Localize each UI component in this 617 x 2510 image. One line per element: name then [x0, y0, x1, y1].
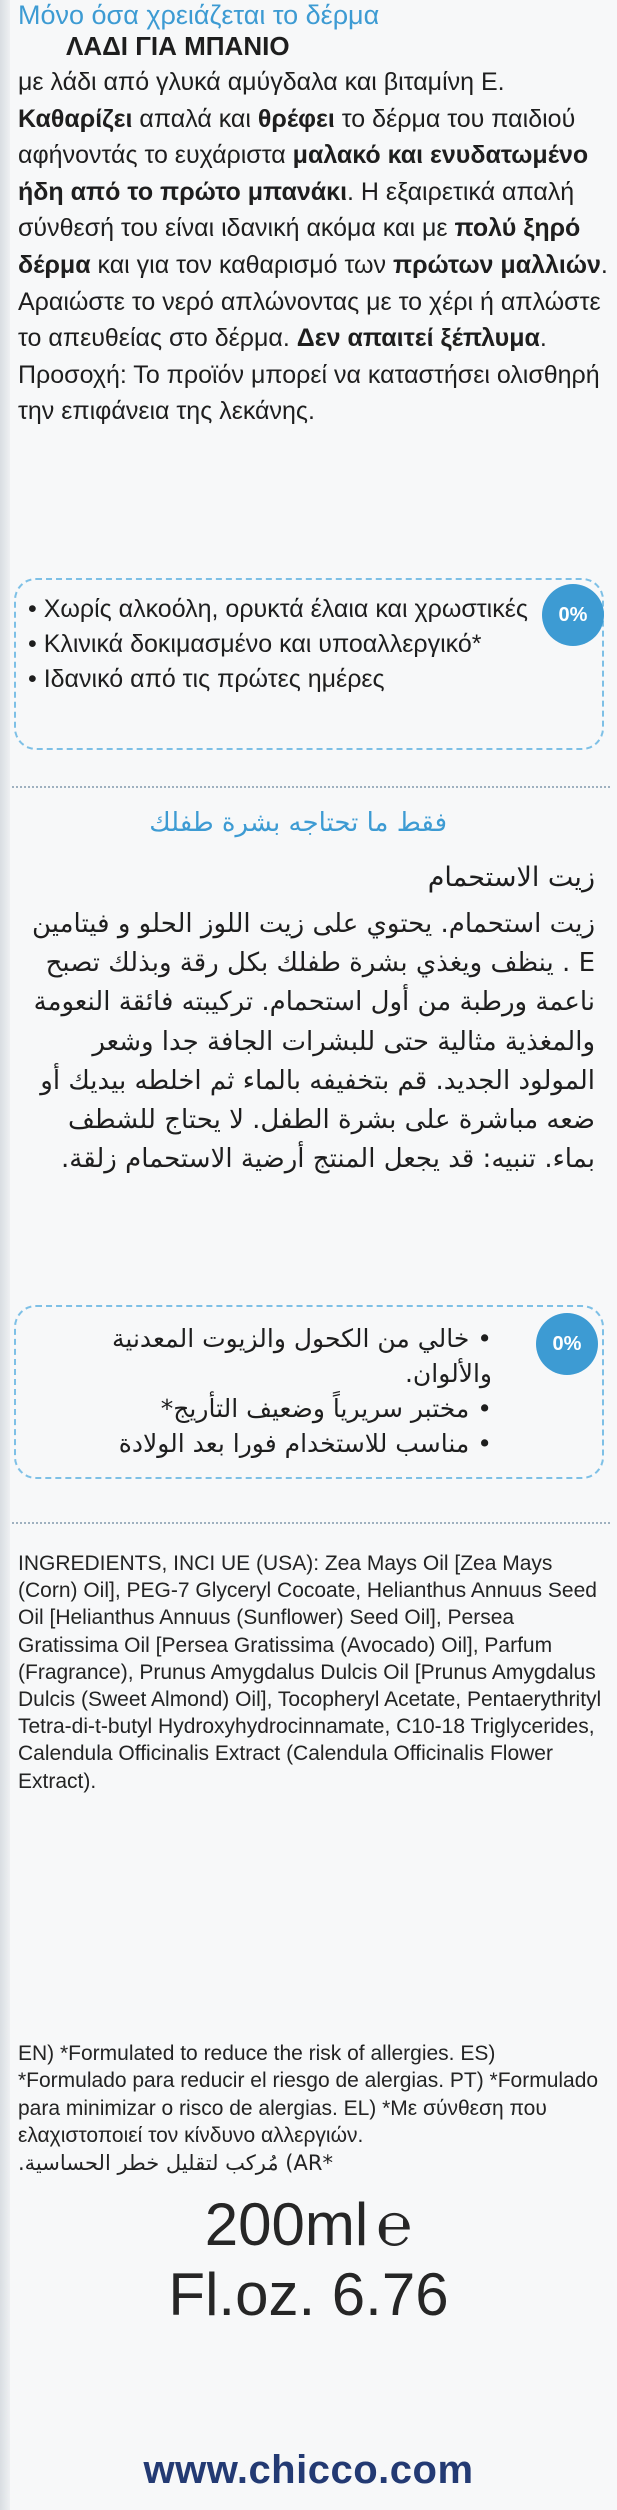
zero-percent-badge: 0%	[536, 1313, 598, 1375]
product-title-arabic: زيت الاستحمام	[427, 862, 595, 893]
claim-item: • Χωρίς αλκοόλη, ορυκτά έλαια και χρωστικές	[28, 595, 528, 623]
description-greek-run: το δέρμα του παιδιού αφήνοντάς το ευχάριστα	[18, 104, 576, 170]
claim-item: • مختبر سريرياً وضعيف التأريج*	[160, 1394, 492, 1423]
description-greek	[14, 64, 608, 430]
ingredients-list: INGREDIENTS, INCI UE (USA): Zea Mays Oil [Zea Mays (Corn) Oil], PEG-7 Glyceryl Cocoate, Helianthus Annuus Seed Oil [Helianthus Annuus (Sunflower) Seed Oil], Persea Gratissima Oil [Persea Gratissima (Avocado) Oil], Parfum (Fragrance), Prunus Amygdalus Dulcis Oil [Prunus Amygdalus Dulcis (Sweet Almond) Oil], Tocopheryl Acetate, Pentaerythrityl Tetra-di-t-butyl Hydroxyhydrocinnamate, C10-18 Triglycerides, Calendula Officinalis Extract (Calendula Officinalis Flower Extract).	[18, 1552, 602, 1793]
volume-ml	[0, 2190, 617, 2260]
zero-percent-badge: 0%	[542, 584, 604, 646]
description-arabic-text: زيت استحمام. يحتوي على زيت اللوز الحلو و فيتامين E . ينظف ويغذي بشرة طفلك بكل رقة وبذلك تصبح ناعمة ورطبة من أول استحمام. تركيبته فائقة النعومة والمغذية مثالية حتى للبشرات الجافة جدا وشعر المولود الجديد. قم بتخفيفه بالماء ثم اخلطه بيديك أو ضعه مباشرة على بشرة الطفل. لا يحتاج للشطف بماء.	[31, 909, 595, 1175]
packaging-edge	[0, 0, 10, 2510]
description-greek-run: απαλά και	[132, 104, 258, 133]
tagline-arabic: فقط ما تحتاجه بشرة طفلك	[149, 808, 447, 838]
description-greek-run: με λάδι από γλυκά αμύγδαλα και βιταμίνη Ε.	[18, 68, 505, 96]
description-greek-run: θρέφει	[257, 104, 335, 133]
claim-item: • خالي من الكحول والزيوت المعدنية والألوان.	[112, 1324, 492, 1388]
tagline-greek: Μόνο όσα χρειάζεται το δέρμα	[18, 0, 380, 30]
allergy-note-arabic: *AR) مُركب لتقليل خطر الحساسية.	[18, 2150, 333, 2175]
warning-arabic: تنبيه: قد يجعل المنتج أرضية الاستحمام زلقة.	[61, 1144, 537, 1175]
claim-item: • Κλινικά δοκιμασμένο και υποαλλεργικό*	[28, 630, 482, 658]
description-greek-run: πρώτων μαλλιών	[392, 250, 601, 279]
estimated-sign-icon: ℮	[376, 2191, 413, 2258]
claim-item: • مناسب للاستخدام فورا بعد الولادة	[118, 1429, 492, 1458]
claims-box-arabic	[14, 1305, 604, 1479]
volume-block	[0, 2190, 617, 2330]
description-greek-run: . Η εξαιρετικά απαλή σύνθεσή του είναι ιδανική ακόμα και με	[18, 177, 575, 243]
description-greek-run: Δεν απαιτεί ξέπλυμα	[296, 324, 540, 353]
allergy-note	[18, 2040, 608, 2177]
description-greek-run: Καθαρίζει	[18, 104, 133, 133]
description-greek-run: . Προσοχή: Το προϊόν μπορεί να καταστήσει ολισθηρή την επιφάνεια της λεκάνης.	[18, 324, 600, 426]
description-greek-run: . Αραιώστε το νερό απλώνοντας με το χέρι ή απλώστε το απευθείας στο δέρμα.	[18, 250, 608, 353]
description-arabic	[15, 905, 595, 1179]
website-url[interactable]: www.chicco.com	[143, 2448, 474, 2492]
section-divider	[12, 1522, 610, 1524]
volume-ml-text: 200ml	[204, 2191, 369, 2258]
product-title-greek: ΛΑΔΙ ΓΙΑ ΜΠΑΝΙΟ	[66, 31, 290, 61]
volume-floz: Fl.oz. 6.76	[168, 2261, 449, 2328]
description-greek-run: πολύ ξηρό δέρμα	[18, 214, 581, 279]
claims-box-greek	[14, 578, 604, 750]
description-greek-run: μαλακό και ενυδατωμένο ήδη από το πρώτο μπανάκι	[18, 141, 589, 206]
description-greek-run: και για τον καθαρισμό των	[90, 250, 393, 279]
claim-item: • Ιδανικό από τις πρώτες ημέρες	[28, 665, 385, 693]
allergy-note-multilingual: EN) *Formulated to reduce the risk of allergies. ES) *Formulado para reducir el riesgo de alergias. PT) *Formulado para minimizar o risco de alergias. EL) *Με σύνθεση που ελαχιστοποιεί τον κίνδυνο αλλεργιών.	[18, 2042, 599, 2148]
section-divider	[12, 786, 610, 788]
